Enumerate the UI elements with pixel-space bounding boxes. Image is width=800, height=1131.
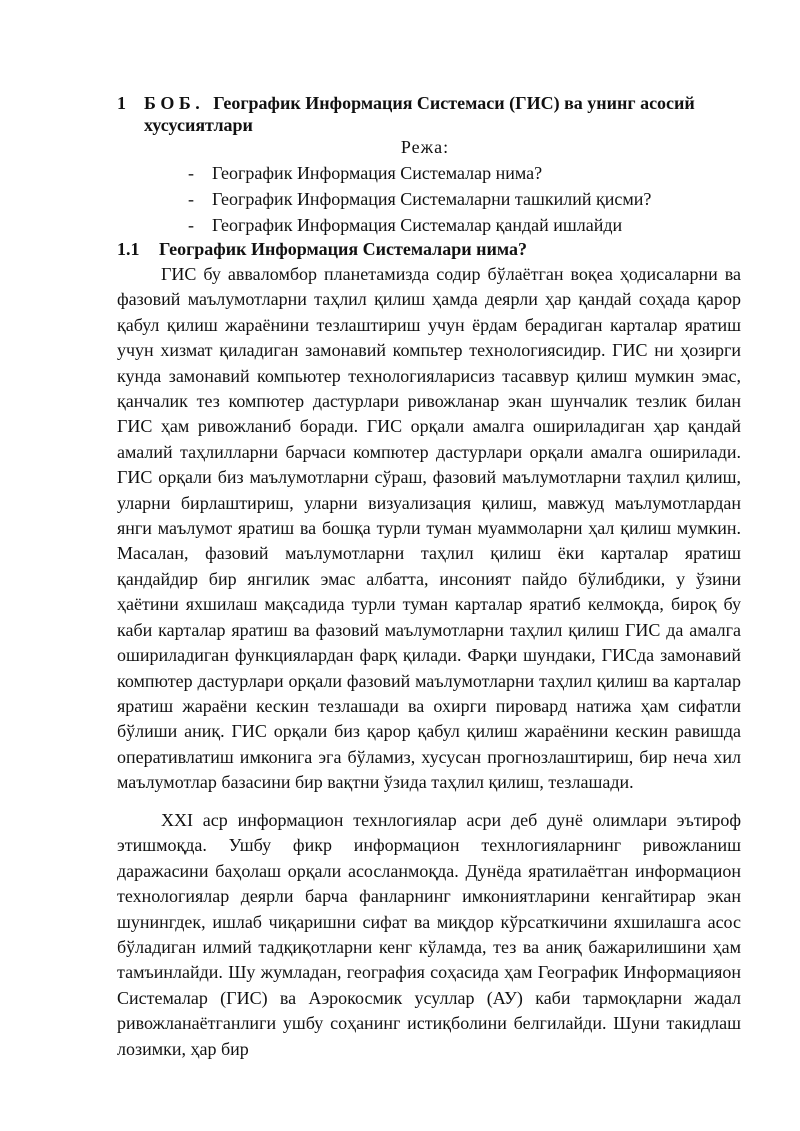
body-paragraph-1	[117, 262, 741, 796]
chapter-title: Б О Б . Географик Информация Системаси (ГИС) ва унинг асосий хусусиятлари	[144, 93, 700, 135]
plan-list	[188, 160, 651, 238]
plan-item-text: Географик Информация Системалар қандай ишлайди	[212, 215, 623, 235]
paragraph-text: ГИС бу авваломбор планетамизда содир бўлаётган воқеа ҳодисаларни ва фазовий маълумотларни таҳлил қилиш ҳамда деярли ҳар қандай соҳада қарор қабул қилиш жараёнини тезлаштириш учун ёрдам берадиган карталар яратиш учун хизмат қиладиган замонавий компьтер технологиясидир. ГИС ни ҳозирги кунда замонавий компьютер технологияларисиз тасаввур қилиш мумкин эмас, қанчалик тез компютер дастурлари ривожланар экан шунчалик тезлик билан ГИС ҳам ривожланиб боради. ГИС орқали амалга ошириладиган ҳар қандай амалий таҳлилларни барчаси компютер дастурлари орқали амалга оширилади. ГИС орқали биз маълумотларни сўраш, фазовий маълумотларни таҳлил қилиш, уларни бирлаштириш, уларни визуализация қилиш, мавжуд маълумотлардан янги маълумот яратиш ва бошқа турли туман муаммоларни ҳал қилиш мумкин. Масалан, фазовий маълумотларни таҳлил қилиш ёки карталар яратиш қандайдир бир янгилик эмас албатта, инсоният пайдо бўлибдики, у ўзини ҳаётини яхшилаш мақсадида турли туман карталар яратиб келмоқда, бироқ бу каби карталар яратиш ва фазовий маълумотларни таҳлил қилиш ГИС да амалга ошириладиган функциялардан фарқ қилади. Фарқи шундаки, ГИСда замонавий компютер дастурлари орқали фазовий маълумотларни таҳлил қилиш ва карталар яратиш жараёни кескин тезлашади ва охирги пировард натижа ҳам сифатли бўлиши аниқ. ГИС орқали биз қарор қабул қилиш жараёнини кескин равишда оперативлатиш имконига эга бўламиз, хусусан прогнозлаштириш, бир неча хил маълумотлар базасини бир вақтни ўзида таҳлил қилиш, тезлашади.	[117, 264, 741, 793]
section-heading	[117, 238, 527, 260]
plan-item	[188, 212, 651, 238]
chapter-heading	[117, 92, 747, 136]
list-dash: -	[188, 189, 194, 209]
paragraph-text: XXI аср информацион технлогиялар асри деб дунё олимлари эътироф этишмоқда. Ушбу фикр информацион технлогияларнинг ривожланиш даражасини баҳолаш орқали асосланмоқда. Дунёда яратилаётган информацион технологиялар деярли барча фанларнинг имкониятларини кенгайтирар экан шунингдек, ишлаб чиқаришни сифат ва миқдор кўрсаткичини яхшилашга асос бўладиган илмий тадқиқотларни кенг кўламда, тез ва аниқ бажарилишини ҳам тамъинлайди. Шу жумладан, география соҳасида ҳам Географик Информацияон Системалар (ГИС) ва Аэрокосмик усуллар (АУ) каби тармоқларни жадал ривожланаётганлиги ушбу соҳанинг истиқболини белгилайди. Шуни такидлаш лозимки, ҳар бир	[117, 810, 741, 1059]
body-paragraph-2	[117, 808, 741, 1062]
plan-item	[188, 186, 651, 212]
plan-item-text: Географик Информация Системаларни ташкилий қисми?	[212, 189, 652, 209]
plan-title: Режа:	[400, 137, 450, 157]
list-dash: -	[188, 163, 194, 183]
section-title: Географик Информация Системалари нима?	[159, 239, 527, 259]
chapter-number: 1	[117, 93, 126, 113]
section-number: 1.1	[117, 239, 140, 259]
plan-item-text: Географик Информация Системалар нима?	[212, 163, 543, 183]
plan-item	[188, 160, 651, 186]
list-dash: -	[188, 215, 194, 235]
